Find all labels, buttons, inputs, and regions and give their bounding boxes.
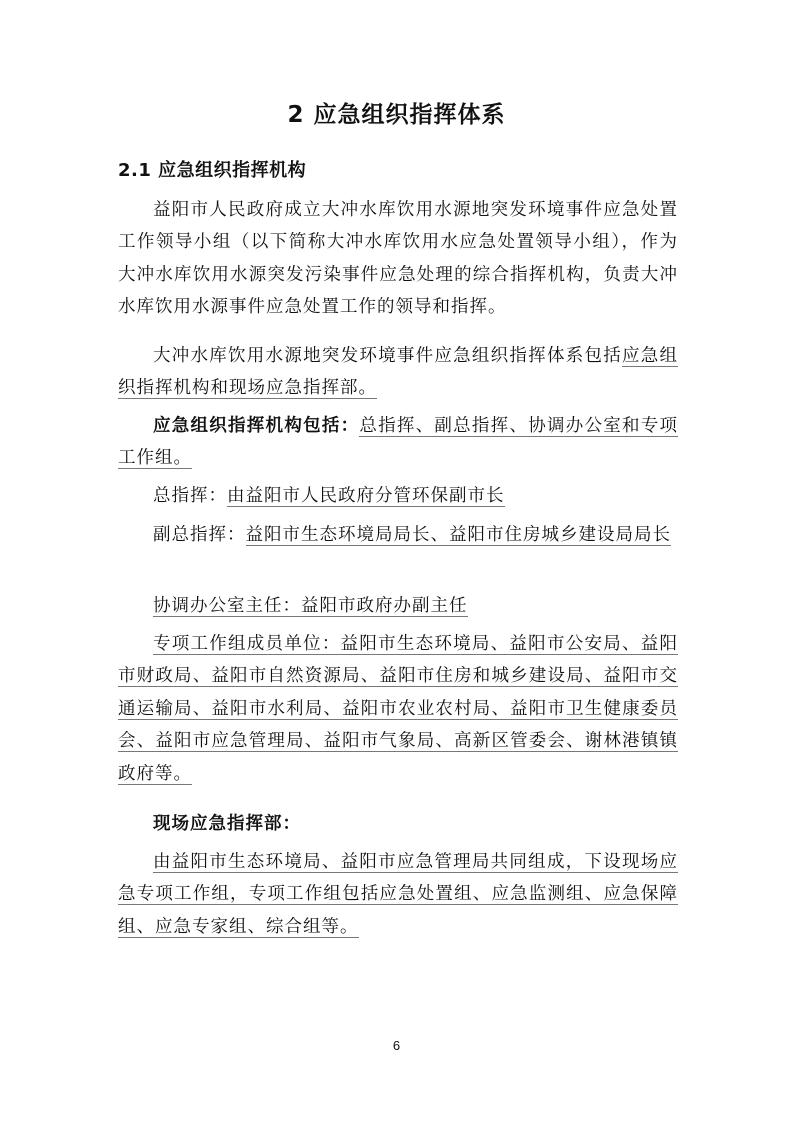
underlined-text: 由益阳市生态环境局、益阳市应急管理局共同组成，下设现场应急专项工作组，专项工作组包括应急处置组、应急监测组、应急保障组、应急专家组、综合组等。 (118, 852, 678, 937)
paragraph-text: 大冲水库饮用水源地突发环境事件应急组织指挥体系包括 (153, 346, 622, 366)
underlined-text: 由益阳市人民政府分管环保副市长 (227, 486, 505, 506)
label-text: 总指挥： (153, 486, 227, 506)
page-number: 6 (392, 1038, 401, 1053)
paragraph-field-command (118, 808, 678, 840)
underlined-text: 协调办公室主任：益阳市政府办副主任 (153, 596, 468, 616)
paragraph-command-org (118, 410, 678, 475)
paragraph-leadership-group (118, 194, 678, 324)
underlined-text: 总指挥、副总指挥、协调办公室和专项工作组。 (118, 416, 679, 469)
section-heading: 2.1 应急组织指挥机构 (118, 160, 307, 181)
paragraph-text: 益阳市人民政府成立大冲水库饮用水源地突发环境事件应急处置工作领导小组（以下简称大冲水库饮用水应急处置领导小组），作为大冲水库饮用水源突发污染事件应急处理的综合指挥机构，负责大冲水库饮用水源事件应急处置工作的领导和指挥。 (118, 200, 678, 318)
underlined-text: 应急组织指挥机构和现场应急指挥部。 (118, 346, 679, 399)
underlined-text: 益阳市生态环境局局长、益阳市住房城乡建设局局长 (245, 525, 671, 545)
paragraph-deputy-commander (118, 519, 678, 551)
bold-label: 现场应急指挥部： (153, 814, 301, 834)
paragraph-commander (118, 480, 678, 512)
page-title: 2 应急组织指挥体系 (287, 102, 506, 128)
paragraph-member-units (118, 628, 678, 790)
paragraph-command-system (118, 340, 678, 405)
underlined-text: 专项工作组成员单位：益阳市生态环境局、益阳市公安局、益阳市财政局、益阳市自然资源局、益阳市住房和城乡建设局、益阳市交通运输局、益阳市水利局、益阳市农业农村局、益阳市卫生健康委员会、益阳市应急管理局、益阳市气象局、高新区管委会、谢林港镇镇政府等。 (118, 634, 678, 784)
bold-label: 应急组织指挥机构包括： (153, 416, 360, 436)
paragraph-office-director (118, 590, 678, 622)
paragraph-field-command-detail (118, 846, 678, 943)
label-text: 副总指挥： (153, 525, 246, 545)
